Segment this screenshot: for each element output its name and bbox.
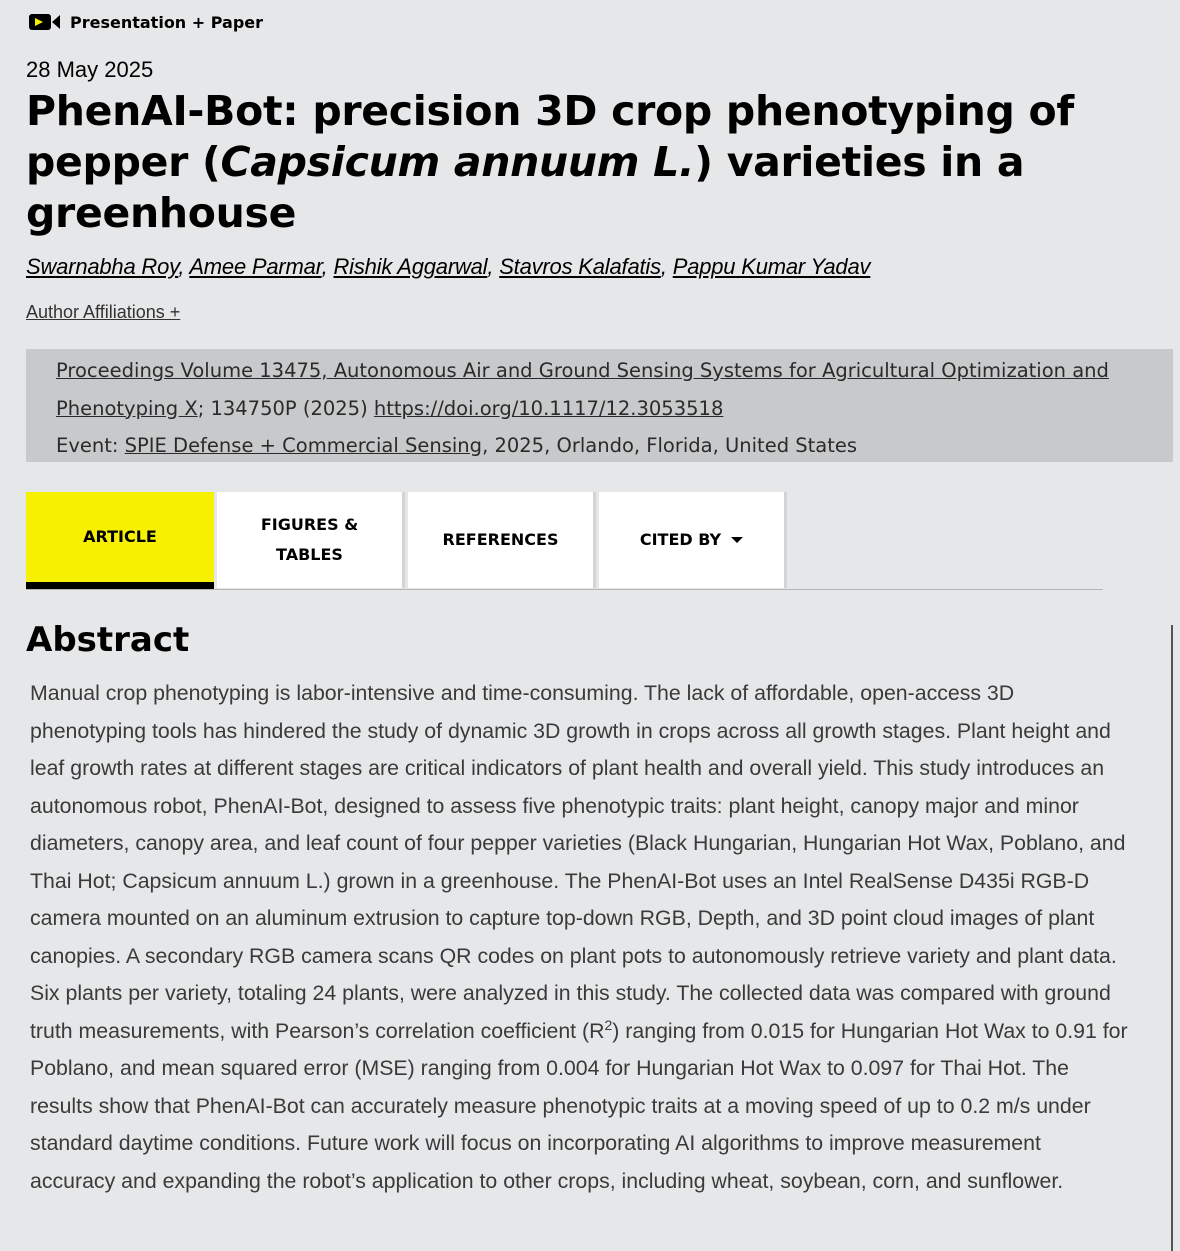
divider bbox=[1171, 625, 1173, 1251]
author-link[interactable]: Rishik Aggarwal bbox=[333, 254, 488, 279]
tab-figures-tables[interactable]: FIGURES & TABLES bbox=[217, 492, 405, 588]
tab-references[interactable]: REFERENCES bbox=[408, 492, 596, 588]
publication-date: 28 May 2025 bbox=[26, 57, 154, 82]
video-camera-icon bbox=[28, 12, 62, 32]
author-link[interactable]: Pappu Kumar Yadav bbox=[672, 254, 871, 279]
author-link[interactable]: Swarnabha Roy bbox=[26, 254, 179, 279]
author-link[interactable]: Stavros Kalafatis bbox=[499, 254, 661, 279]
tab-cited-by[interactable]: CITED BY bbox=[599, 492, 787, 588]
doi-link[interactable]: https://doi.org/10.1117/12.3053518 bbox=[373, 396, 724, 420]
proceedings-info: Proceedings Volume 13475, Autonomous Air and Ground Sensing Systems for Agricultural Optimization and Phenotyping X; 134750P (2025) https://doi.org/10.1117/12.3053518 Event: SPIE Defense + Commercial Sensing, 2025, Orlando, Florida, United States bbox=[26, 349, 1173, 462]
author-link[interactable]: Amee Parmar bbox=[189, 254, 322, 279]
species-name: Capsicum annuum L. bbox=[220, 138, 695, 186]
abstract-text: Manual crop phenotyping is labor-intensive and time-consuming. The lack of affordable, open-access 3D phenotyping tools has hindered the study of dynamic 3D growth in crops across all growth stages. Plant height and leaf growth rates at different stages are critical indicators of plant health and overall yield. This study introduces an autonomous robot, PhenAI-Bot, designed to assess five phenotypic traits: plant height, canopy major and minor diameters, canopy area, and leaf count of four pepper varieties (Black Hungarian, Hungarian Hot Wax, Poblano, and Thai Hot; Capsicum annuum L.) grown in a greenhouse. The PhenAI-Bot uses an Intel RealSense D435i RGB-D camera mounted on an aluminum extrusion to capture top-down RGB, Depth, and 3D point cloud images of plant canopies. A secondary RGB camera scans QR codes on plant pots to autonomously retrieve variety and plant data. Six plants per variety, totaling 24 plants, were analyzed in this study. The collected data was compared with ground truth measurements, with Pearson’s correlation coefficient $(R^2)$ ranging from 0.015 for Hungarian Hot Wax to 0.91 for Poblano, and mean squared error (MSE) ranging from 0.004 for Hungarian Hot Wax to 0.097 for Thai Hot. The results show that PhenAI-Bot can accurately measure phenotypic traits at a moving speed of up to 0.2 m/s under standard daytime conditions. Future work will focus on incorporating AI algorithms to improve measurement accuracy and expanding the robot’s application to other crops, including wheat, soybean, corn, and sunflower. bbox=[30, 681, 1128, 1193]
article-tabs bbox=[26, 492, 1103, 590]
proceedings-volume-link[interactable]: Proceedings Volume 13475, Autonomous Air and Ground Sensing Systems for Agricultural Optimization and Phenotyping X bbox=[56, 359, 1109, 420]
chevron-down-icon bbox=[731, 537, 743, 543]
author-list: Swarnabha Roy, Amee Parmar, Rishik Aggarwal, Stavros Kalafatis, Pappu Kumar Yadav bbox=[26, 254, 871, 279]
content-type-row bbox=[28, 12, 263, 32]
tab-article[interactable]: ARTICLE bbox=[26, 492, 214, 589]
abstract-heading: Abstract bbox=[26, 620, 190, 660]
author-affiliations-toggle[interactable]: Author Affiliations + bbox=[26, 302, 181, 322]
event-link[interactable]: SPIE Defense + Commercial Sensing bbox=[124, 434, 483, 457]
content-type-label: Presentation + Paper bbox=[70, 12, 264, 32]
page-title: PhenAI-Bot: precision 3D crop phenotyping of pepper (Capsicum annuum L.) varieties in a greenhouse bbox=[26, 87, 1074, 237]
